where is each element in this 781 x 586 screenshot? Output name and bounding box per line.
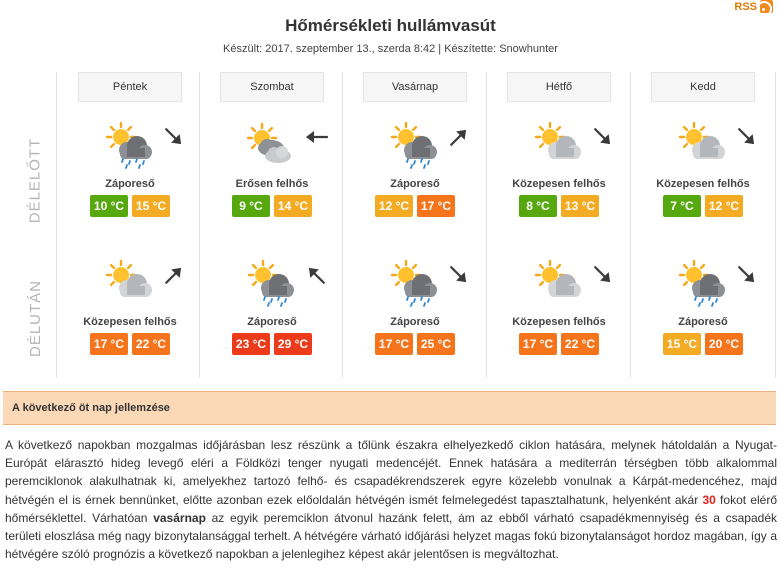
forecast-cell-afternoon xyxy=(507,260,647,380)
summary-heading: A következő öt nap jellemzése xyxy=(3,391,776,425)
weather-icon xyxy=(247,122,297,170)
condition-label: Záporeső xyxy=(390,316,440,328)
wind-arrow-icon xyxy=(303,124,329,150)
max-temp-badge: 22 °C xyxy=(132,333,170,355)
max-temp-badge: 22 °C xyxy=(561,333,599,355)
sun-cloud-rain-icon xyxy=(678,260,728,308)
min-temp-badge: 10 °C xyxy=(90,195,128,217)
rss-link[interactable] xyxy=(734,0,773,13)
min-temp-badge: 23 °C xyxy=(232,333,270,355)
temperature-range xyxy=(363,195,467,217)
summary-highlight: 30 xyxy=(702,492,716,507)
wind-arrow-icon xyxy=(446,124,472,150)
heavy-cloud-icon xyxy=(247,122,297,170)
sun-cloud-rain-icon xyxy=(105,122,155,170)
max-temp-badge: 14 °C xyxy=(274,195,312,217)
forecast-cell-morning xyxy=(651,122,781,242)
sun-cloud-icon xyxy=(105,260,155,308)
forecast-cell-morning xyxy=(363,122,503,242)
forecast-cell-afternoon xyxy=(220,260,360,380)
summary-highlight: vasárnap xyxy=(153,510,206,525)
forecast-cell-morning xyxy=(507,122,647,242)
column-divider xyxy=(56,72,57,378)
min-temp-badge: 17 °C xyxy=(375,333,413,355)
max-temp-badge: 25 °C xyxy=(417,333,455,355)
temperature-range xyxy=(78,195,182,217)
sun-cloud-rain-icon xyxy=(390,260,440,308)
day-header: Szombat xyxy=(220,72,324,102)
weather-icon xyxy=(105,260,155,308)
temperature-range xyxy=(507,333,611,355)
forecast-cell-morning xyxy=(220,122,360,242)
min-temp-badge: 9 °C xyxy=(232,195,270,217)
temperature-range xyxy=(220,195,324,217)
max-temp-badge: 15 °C xyxy=(132,195,170,217)
condition-label: Záporeső xyxy=(105,178,155,190)
weather-icon xyxy=(534,122,584,170)
wind-arrow-icon xyxy=(303,262,329,288)
forecast-cell-afternoon xyxy=(78,260,218,380)
max-temp-badge: 17 °C xyxy=(417,195,455,217)
summary-text-segment: az egyik peremciklon átvonul hazánk felett, ám az ebből várható csapadékmennyiség és a csapadék területi eloszlása még nagy bizonytalansággal terhelt. A hétvégére várható időjárási helyzet magas fokú bizonytalanságot hordoz magában, így a hétvégére szóló prognózis a következő napokban a jelenlegihez képest akár jelentősen is megváltozhat. xyxy=(5,510,777,562)
weather-icon xyxy=(390,122,440,170)
sun-cloud-rain-icon xyxy=(247,260,297,308)
weather-icon xyxy=(105,122,155,170)
wind-arrow-icon xyxy=(590,262,616,288)
max-temp-badge: 20 °C xyxy=(705,333,743,355)
row-label-text: DÉLUTÁN xyxy=(26,279,44,357)
condition-label: Közepesen felhős xyxy=(656,178,750,190)
min-temp-badge: 8 °C xyxy=(519,195,557,217)
forecast-grid xyxy=(0,72,781,378)
condition-label: Közepesen felhős xyxy=(83,316,177,328)
day-header: Vasárnap xyxy=(363,72,467,102)
sun-cloud-icon xyxy=(534,122,584,170)
min-temp-badge: 15 °C xyxy=(663,333,701,355)
sun-cloud-rain-icon xyxy=(390,122,440,170)
min-temp-badge: 12 °C xyxy=(375,195,413,217)
weather-icon xyxy=(678,260,728,308)
forecast-cell-afternoon xyxy=(651,260,781,380)
row-label-morning xyxy=(20,120,50,240)
weather-icon xyxy=(678,122,728,170)
sun-cloud-icon xyxy=(534,260,584,308)
condition-label: Záporeső xyxy=(247,316,297,328)
wind-arrow-icon xyxy=(161,262,187,288)
wind-arrow-icon xyxy=(734,124,760,150)
wind-arrow-icon xyxy=(161,124,187,150)
condition-label: Közepesen felhős xyxy=(512,178,606,190)
rss-label[interactable]: RSS xyxy=(734,0,757,13)
max-temp-badge: 13 °C xyxy=(561,195,599,217)
condition-label: Záporeső xyxy=(678,316,728,328)
day-header: Péntek xyxy=(78,72,182,102)
wind-arrow-icon xyxy=(734,262,760,288)
max-temp-badge: 12 °C xyxy=(705,195,743,217)
row-label-afternoon xyxy=(20,258,50,378)
page-subtitle: Készült: 2017. szeptember 13., szerda 8:42 | Készítette: Snowhunter xyxy=(223,43,558,55)
condition-label: Záporeső xyxy=(390,178,440,190)
sun-cloud-icon xyxy=(678,122,728,170)
summary-text-segment: A következő napokban mozgalmas időjárásban lesz részünk a tőlünk északra elhelyezkedő ciklon hatására, melynek hátoldalán a Nyugat-Európát elárasztó hideg levegő eléri a Földközi tenger nyugati medencéjét. Ennek hatására a mediterrán térségben több alkalommal peremciklonok alakulhatnak ki, amelyekhez tartozó felhő- és csapadékrendszerek egyre közelebb vonulnak a Kárpát-medencéhez, majd hétvégén el is érnek bennünket, előtte azonban ezek előoldalán hétvégén ismét felmelegedést tapasztalhatunk, helyenként akár xyxy=(5,438,777,507)
wind-arrow-icon xyxy=(590,124,616,150)
min-temp-badge: 7 °C xyxy=(663,195,701,217)
day-header: Kedd xyxy=(651,72,755,102)
max-temp-badge: 29 °C xyxy=(274,333,312,355)
rss-icon[interactable] xyxy=(760,0,773,13)
condition-label: Közepesen felhős xyxy=(512,316,606,328)
min-temp-badge: 17 °C xyxy=(90,333,128,355)
temperature-range xyxy=(651,333,755,355)
wind-arrow-icon xyxy=(446,262,472,288)
temperature-range xyxy=(220,333,324,355)
page-title: Hőmérsékleti hullámvasút xyxy=(285,16,496,35)
temperature-range xyxy=(507,195,611,217)
condition-label: Erősen felhős xyxy=(235,178,309,190)
row-label-text: DÉLELŐTT xyxy=(26,137,44,223)
day-header: Hétfő xyxy=(507,72,611,102)
forecast-cell-afternoon xyxy=(363,260,503,380)
weather-icon xyxy=(247,260,297,308)
temperature-range xyxy=(78,333,182,355)
forecast-cell-morning xyxy=(78,122,218,242)
min-temp-badge: 17 °C xyxy=(519,333,557,355)
temperature-range xyxy=(651,195,755,217)
weather-icon xyxy=(534,260,584,308)
summary-text-segment: fokot elérő hőmérséklettel. Várhatóan xyxy=(5,492,777,525)
temperature-range xyxy=(363,333,467,355)
summary-text xyxy=(5,436,777,563)
weather-icon xyxy=(390,260,440,308)
